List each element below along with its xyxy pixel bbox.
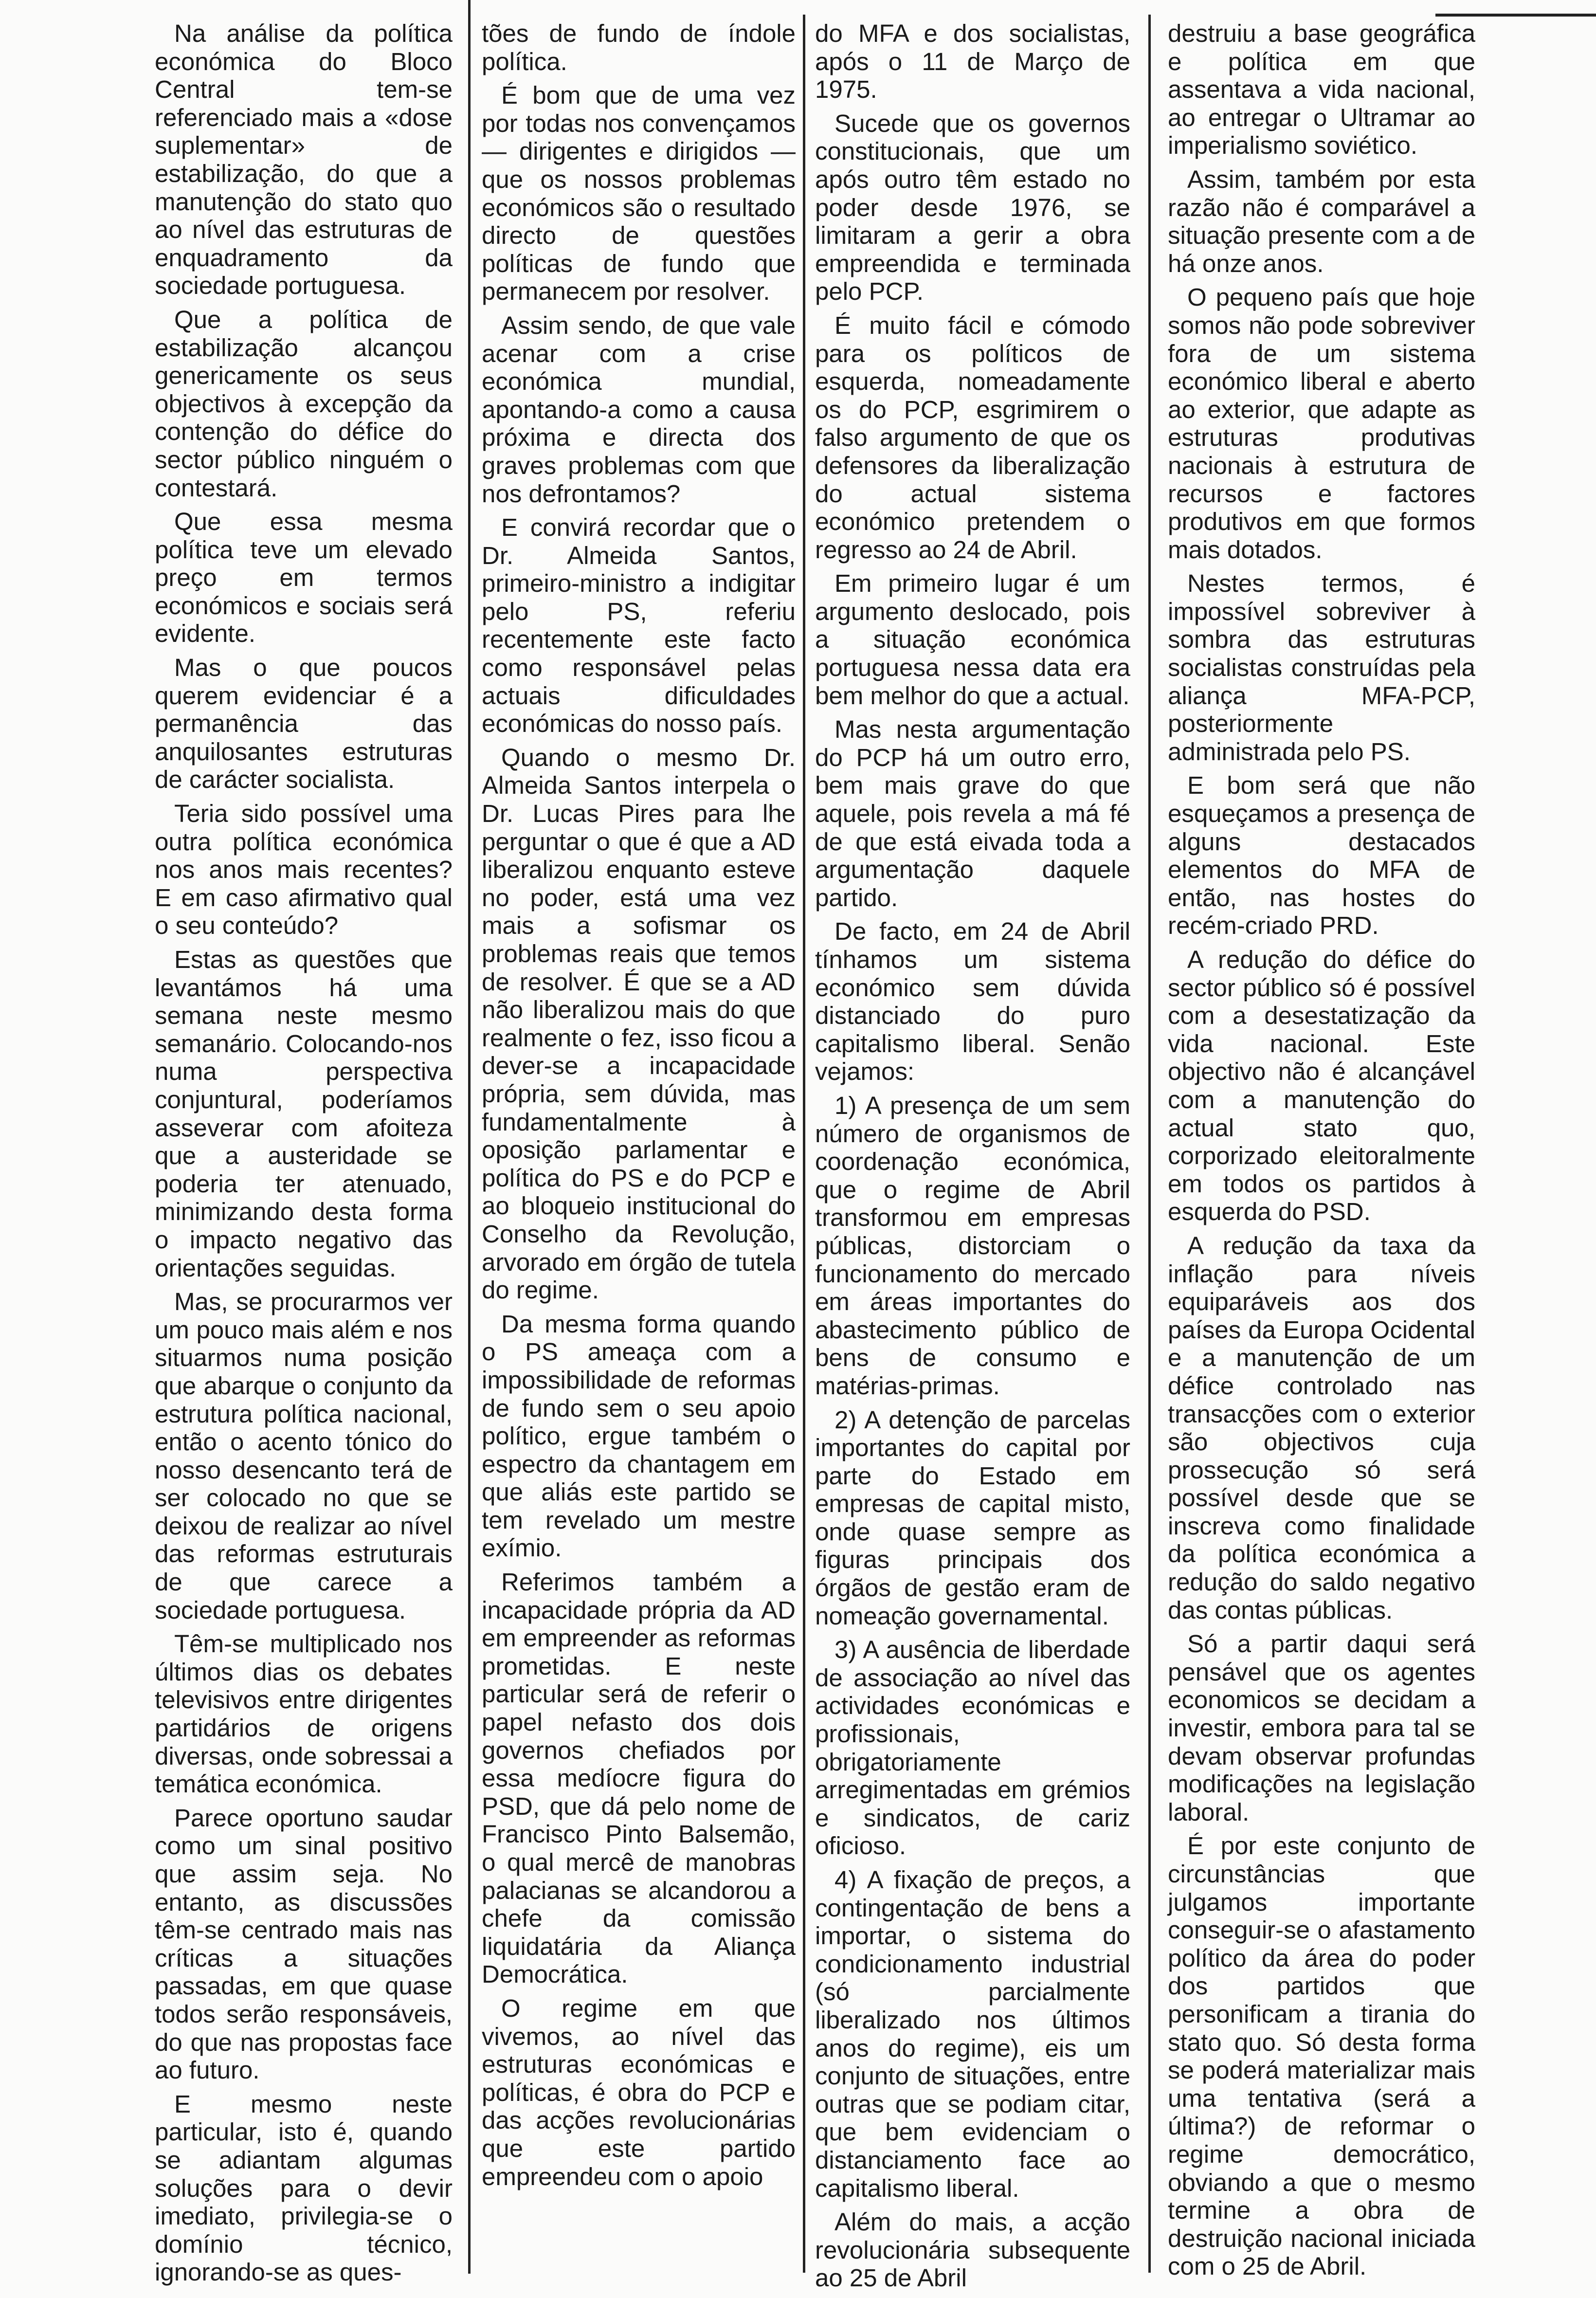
article-paragraph: Sucede que os governos constitucionais, que um após outro têm estado no poder desde 1976, se limitaram a gerir a obra empreendida e terminada pelo PCP. <box>815 109 1130 306</box>
article-paragraph: O regime em que vivemos, ao nível das estruturas económicas e políticas, é obra do PCP e das acções revolucionárias que este partido empreendeu com o apoio <box>482 1994 796 2190</box>
article-paragraph: 1) A presença de um sem número de organismos de coordenação económica, que o regime de Abril transformou em empresas públicas, distorciam o funcionamento do mercado em áreas importantes do abastecimento público de bens de consumo e matérias-primas. <box>815 1091 1130 1400</box>
article-paragraph: É por este conjunto de circunstâncias que julgamos importante conseguir-se o afastamento político da área do poder dos partidos que personificam a tirania do stato quo. Só desta forma se poderá materializar mais uma tentativa (será a última?) de reformar o regime democrático, obviando a que o mesmo termine a obra de destruição nacional iniciada com o 25 de Abril. <box>1168 1832 1475 2280</box>
article-paragraph: 4) A fixação de preços, a contingentação de bens a importar, o sistema do condicionamento industrial (só parcialmente liberalizado nos últimos anos do regime), eis um conjunto de situações, entre outras que se podiam citar, que bem evidenciam o distanciamento face ao capitalismo liberal. <box>815 1866 1130 2202</box>
article-paragraph: 3) A ausência de liberdade de associação ao nível das actividades económicas e profissionais, obrigatoriamente arregimentadas em grémios e sindicatos, de cariz oficioso. <box>815 1636 1130 1860</box>
article-paragraph: E mesmo neste particular, isto é, quando se adiantam algumas soluções para o devir imediato, privilegia-se o domínio técnico, ignorando-se as ques- <box>155 2090 453 2286</box>
article-paragraph: Da mesma forma quando o PS ameaça com a impossibilidade de reformas de fundo sem o seu apoio político, ergue também o espectro da chantagem em que aliás este partido se tem revelado um mestre exímio. <box>482 1310 796 1562</box>
article-paragraph: Além do mais, a acção revolucionária subsequente ao 25 de Abril <box>815 2208 1130 2292</box>
article-paragraph: Que essa mesma política teve um elevado preço em termos económicos e sociais será evidente. <box>155 508 453 648</box>
article-paragraph: Parece oportuno saudar como um sinal positivo que assim seja. No entanto, as discussões têm-se centrado mais nas críticas a situações passadas, em que quase todos serão responsáveis, do que nas propostas face ao futuro. <box>155 1804 453 2084</box>
article-paragraph: Na análise da política económica do Bloco Central tem-se referenciado mais a «dose suplementar» de estabilização, do que a manutenção do stato quo ao nível das estruturas de enquadramento da sociedade portuguesa. <box>155 19 453 300</box>
article-paragraph: É muito fácil e cómodo para os políticos de esquerda, nomeadamente os do PCP, esgrimirem o falso argumento de que os defensores da liberalização do actual sistema económico pretendem o regresso ao 24 de Abril. <box>815 311 1130 564</box>
article-paragraph: Estas as questões que levantámos há uma semana neste mesmo semanário. Colocando-nos numa perspectiva conjuntural, poderíamos asseverar com afoiteza que a austeridade se poderia ter atenuado, minimizando desta forma o impacto negativo das orientações seguidas. <box>155 946 453 1282</box>
article-column-4 <box>1168 19 1475 2286</box>
column-divider <box>803 15 805 2273</box>
column-divider <box>468 0 471 2274</box>
column-divider <box>1148 15 1151 2273</box>
article-paragraph: E convirá recordar que o Dr. Almeida Santos, primeiro-ministro a indigitar pelo PS, referiu recentemente este facto como responsável pelas actuais dificuldades económicas do nosso país. <box>482 513 796 738</box>
article-paragraph: destruiu a base geográfica e política em que assentava a vida nacional, ao entregar o Ultramar ao imperialismo soviético. <box>1168 19 1475 160</box>
article-paragraph: Em primeiro lugar é um argumento deslocado, pois a situação económica portuguesa nessa data era bem melhor do que a actual. <box>815 569 1130 710</box>
article-paragraph: do MFA e dos socialistas, após o 11 de Março de 1975. <box>815 19 1130 104</box>
article-paragraph: Mas o que poucos querem evidenciar é a permanência das anquilosantes estruturas de carácter socialista. <box>155 654 453 794</box>
article-paragraph: Teria sido possível uma outra política económica nos anos mais recentes? E em caso afirmativo qual o seu conteúdo? <box>155 800 453 940</box>
article-paragraph: O pequeno país que hoje somos não pode sobreviver fora de um sistema económico liberal e aberto ao exterior, que adapte as estruturas produtivas nacionais à estrutura de recursos e factores produtivos em que formos mais dotados. <box>1168 283 1475 564</box>
article-paragraph: Que a política de estabilização alcançou genericamente os seus objectivos à excepção da contenção do défice do sector público ninguém o contestará. <box>155 305 453 502</box>
article-paragraph: Mas, se procurarmos ver um pouco mais além e nos situarmos numa posição que abarque o conjunto da estrutura política nacional, então o acento tónico do nosso desencanto terá de ser colocado no que se deixou de realizar ao nível das reformas estruturais de que carece a sociedade portuguesa. <box>155 1288 453 1624</box>
article-paragraph: A redução da taxa da inflação para níveis equiparáveis aos dos países da Europa Ocidental e a manutenção de um défice controlado nas transacções com o exterior são objectivos cuja prossecução só será possível desde que se inscreva como finalidade da política económica a redução do saldo negativo das contas públicas. <box>1168 1231 1475 1624</box>
article-paragraph: 2) A detenção de parcelas importantes do capital por parte do Estado em empresas de capital misto, onde quase sempre as figuras principais dos órgãos de gestão eram de nomeação governamental. <box>815 1405 1130 1630</box>
article-paragraph: Quando o mesmo Dr. Almeida Santos interpela o Dr. Lucas Pires para lhe perguntar o que é que a AD liberalizou enquanto esteve no poder, está uma vez mais a sofismar os problemas reais que temos de resolver. É que se a AD não liberalizou mais do que realmente o fez, isso ficou a dever-se a incapacidade própria, sem dúvida, mas fundamentalmente à oposição parlamentar e política do PS e do PCP e ao bloqueio institucional do Conselho da Revolução, arvorado em órgão de tutela do regime. <box>482 743 796 1304</box>
top-rule <box>1435 14 1596 17</box>
article-column-3 <box>815 19 1130 2298</box>
article-paragraph: De facto, em 24 de Abril tínhamos um sistema económico sem dúvida distanciado do puro capitalismo liberal. Senão vejamos: <box>815 917 1130 1086</box>
article-paragraph: Só a partir daqui será pensável que os agentes economicos se decidam a investir, embora para tal se devam observar profundas modificações na legislação laboral. <box>1168 1630 1475 1826</box>
article-paragraph: Têm-se multiplicado nos últimos dias os debates televisivos entre dirigentes partidários de origens diversas, onde sobressai a temática económica. <box>155 1630 453 1798</box>
article-paragraph: Nestes termos, é impossível sobreviver à sombra das estruturas socialistas construídas pela aliança MFA-PCP, posteriormente administrada pelo PS. <box>1168 569 1475 766</box>
article-column-2 <box>482 19 796 2196</box>
article-paragraph: Referimos também a incapacidade própria da AD em empreender as reformas prometidas. E neste particular será de referir o papel nefasto dos dois governos chefiados por essa medíocre figura do PSD, que dá pelo nome de Francisco Pinto Balsemão, o qual mercê de manobras palacianas se alcandorou a chefe da comissão liquidatária da Aliança Democrática. <box>482 1568 796 1988</box>
article-paragraph: Assim sendo, de que vale acenar com a crise económica mundial, apontando-a como a causa próxima e directa dos graves problemas com que nos defrontamos? <box>482 311 796 508</box>
article-paragraph: E bom será que não esqueçamos a presença de alguns destacados elementos do MFA de então, nas hostes do recém-criado PRD. <box>1168 771 1475 940</box>
article-column-1 <box>155 19 453 2292</box>
article-paragraph: tões de fundo de índole política. <box>482 19 796 75</box>
article-paragraph: É bom que de uma vez por todas nos convençamos — dirigentes e dirigidos — que os nossos problemas económicos são o resultado directo de questões políticas de fundo que permanecem por resolver. <box>482 81 796 306</box>
article-paragraph: Assim, também por esta razão não é comparável a situação presente com a de há onze anos. <box>1168 165 1475 277</box>
article-paragraph: A redução do défice do sector público só é possível com a desestatização da vida nacional. Este objectivo não é alcançável com a manutenção do actual stato quo, corporizado eleitoralmente em todos os partidos à esquerda do PSD. <box>1168 946 1475 1226</box>
article-paragraph: Mas nesta argumentação do PCP há um outro erro, bem mais grave do que aquele, pois revela a má fé de que está eivada toda a argumentação daquele partido. <box>815 715 1130 912</box>
